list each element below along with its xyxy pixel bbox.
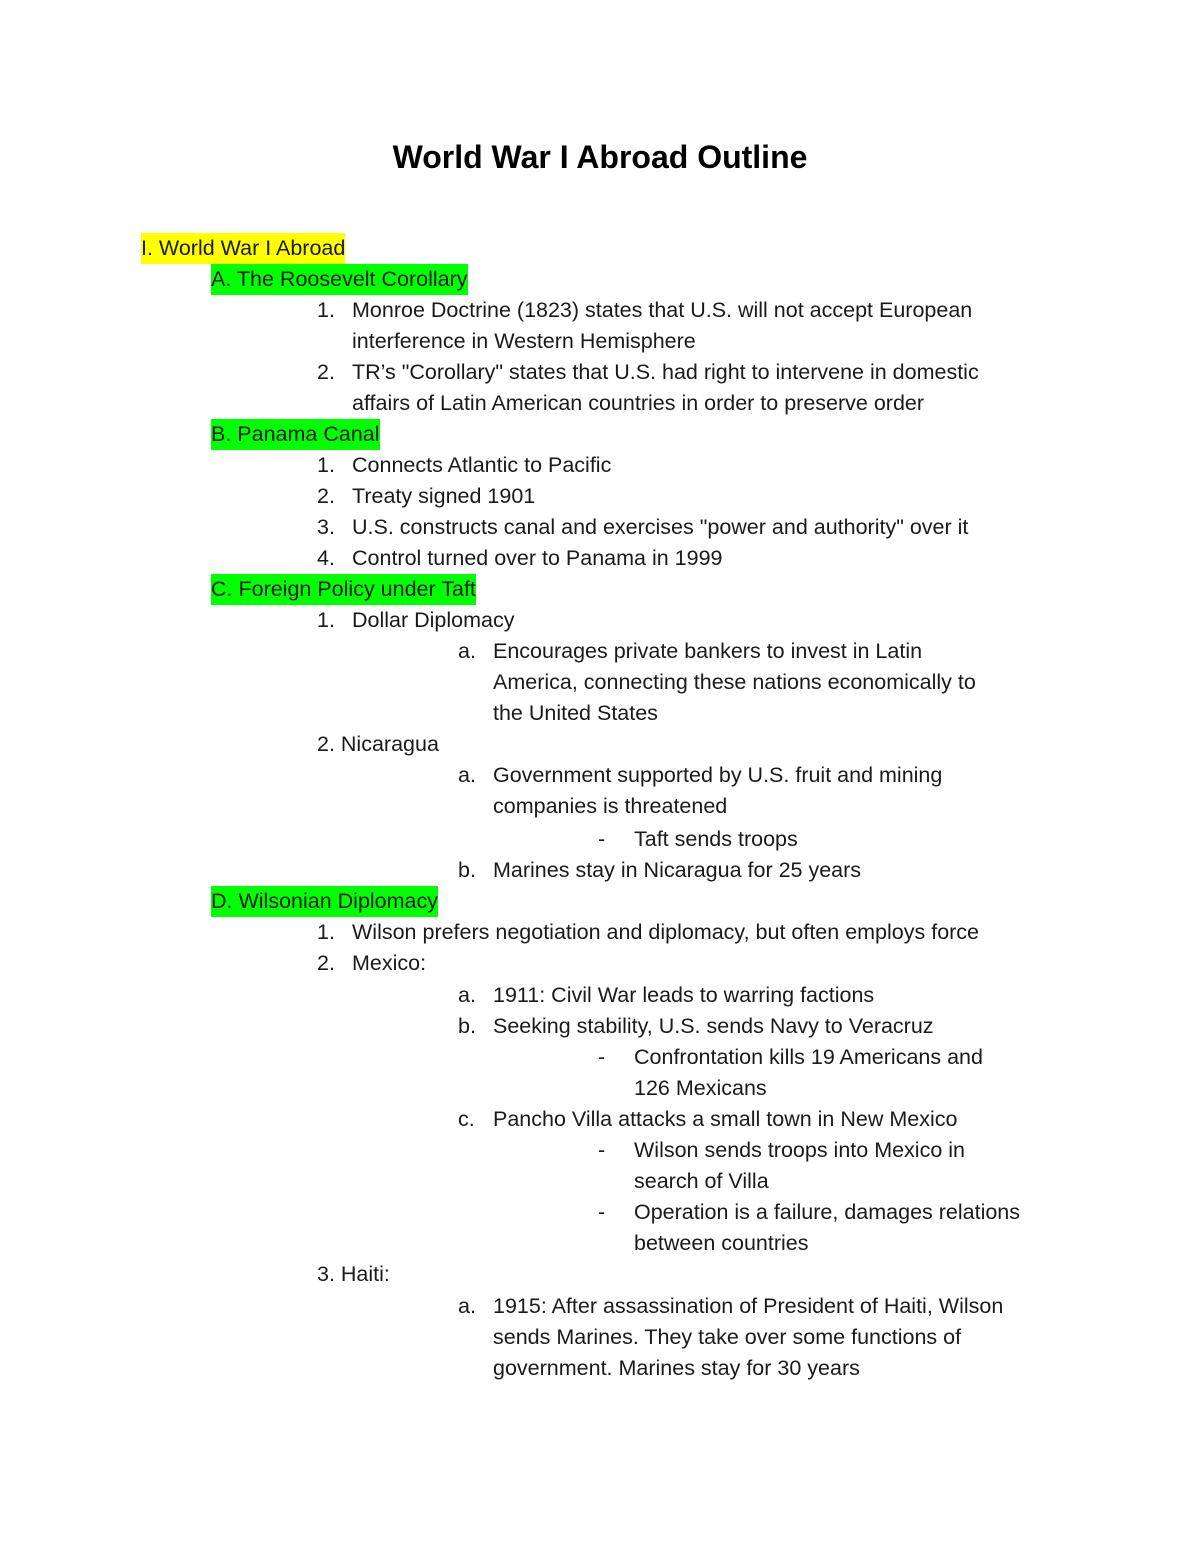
list-marker: b. — [458, 858, 476, 882]
subsection-heading-d: D. Wilsonian Diplomacy — [211, 886, 438, 917]
list-item-continuation: 126 Mexicans — [634, 1076, 767, 1100]
list-marker: a. — [458, 639, 476, 663]
list-marker: 4. — [317, 546, 335, 570]
list-marker: - — [598, 1045, 606, 1069]
list-marker: - — [598, 827, 606, 851]
list-item: Dollar Diplomacy — [352, 608, 515, 632]
list-marker: 2. — [317, 951, 335, 975]
list-item-continuation: sends Marines. They take over some functions of — [493, 1325, 962, 1349]
list-marker: c. — [458, 1107, 475, 1131]
list-marker: 3. — [317, 515, 335, 539]
list-marker: 1. — [317, 453, 335, 477]
document-title: World War I Abroad Outline — [392, 139, 808, 175]
list-item: Connects Atlantic to Pacific — [352, 453, 612, 477]
list-item: Government supported by U.S. fruit and mining — [493, 763, 943, 787]
list-marker: 2. — [317, 360, 335, 384]
list-item-continuation: companies is threatened — [493, 794, 728, 818]
list-marker: a. — [458, 763, 476, 787]
list-item: Marines stay in Nicaragua for 25 years — [493, 858, 862, 882]
subsection-heading-c: C. Foreign Policy under Taft — [211, 574, 476, 605]
list-item: Treaty signed 1901 — [352, 484, 536, 508]
list-item: Seeking stability, U.S. sends Navy to Veracruz — [493, 1014, 934, 1038]
list-item: 3. Haiti: — [317, 1262, 390, 1286]
list-item-continuation: interference in Western Hemisphere — [352, 329, 696, 353]
list-item: Wilson prefers negotiation and diplomacy, but often employs force — [352, 920, 980, 944]
list-item-continuation: search of Villa — [634, 1169, 769, 1193]
list-item: 1915: After assassination of President of Haiti, Wilson — [493, 1294, 1004, 1318]
list-item: U.S. constructs canal and exercises "power and authority" over it — [352, 515, 969, 539]
list-marker: - — [598, 1200, 606, 1224]
list-marker: 2. — [317, 484, 335, 508]
list-item-continuation: affairs of Latin American countries in order to preserve order — [352, 391, 925, 415]
subsection-heading-b: B. Panama Canal — [211, 419, 380, 450]
list-item: Confrontation kills 19 Americans and — [634, 1045, 983, 1069]
list-marker: 1. — [317, 920, 335, 944]
list-item: Wilson sends troops into Mexico in — [634, 1138, 966, 1162]
list-item-continuation: between countries — [634, 1231, 809, 1255]
list-marker: 1. — [317, 298, 335, 322]
list-item: 1911: Civil War leads to warring factions — [493, 983, 875, 1007]
list-item-continuation: the United States — [493, 701, 658, 725]
list-item: Taft sends troops — [634, 827, 798, 851]
list-marker: b. — [458, 1014, 476, 1038]
list-item: Control turned over to Panama in 1999 — [352, 546, 723, 570]
subsection-heading-a: A. The Roosevelt Corollary — [211, 264, 468, 295]
section-heading: I. World War I Abroad — [141, 233, 345, 264]
list-item: Mexico: — [352, 951, 427, 975]
list-item: Monroe Doctrine (1823) states that U.S. will not accept European — [352, 298, 973, 322]
list-item-continuation: government. Marines stay for 30 years — [493, 1356, 860, 1380]
list-marker: - — [598, 1138, 606, 1162]
list-item: Operation is a failure, damages relations — [634, 1200, 1021, 1224]
list-marker: a. — [458, 1294, 476, 1318]
list-item: TR’s "Corollary" states that U.S. had right to intervene in domestic — [352, 360, 979, 384]
list-item-continuation: America, connecting these nations economically to — [493, 670, 976, 694]
list-marker: a. — [458, 983, 476, 1007]
list-item: Pancho Villa attacks a small town in New Mexico — [493, 1107, 958, 1131]
list-marker: 1. — [317, 608, 335, 632]
list-item: Encourages private bankers to invest in Latin — [493, 639, 923, 663]
list-item: 2. Nicaragua — [317, 732, 439, 756]
